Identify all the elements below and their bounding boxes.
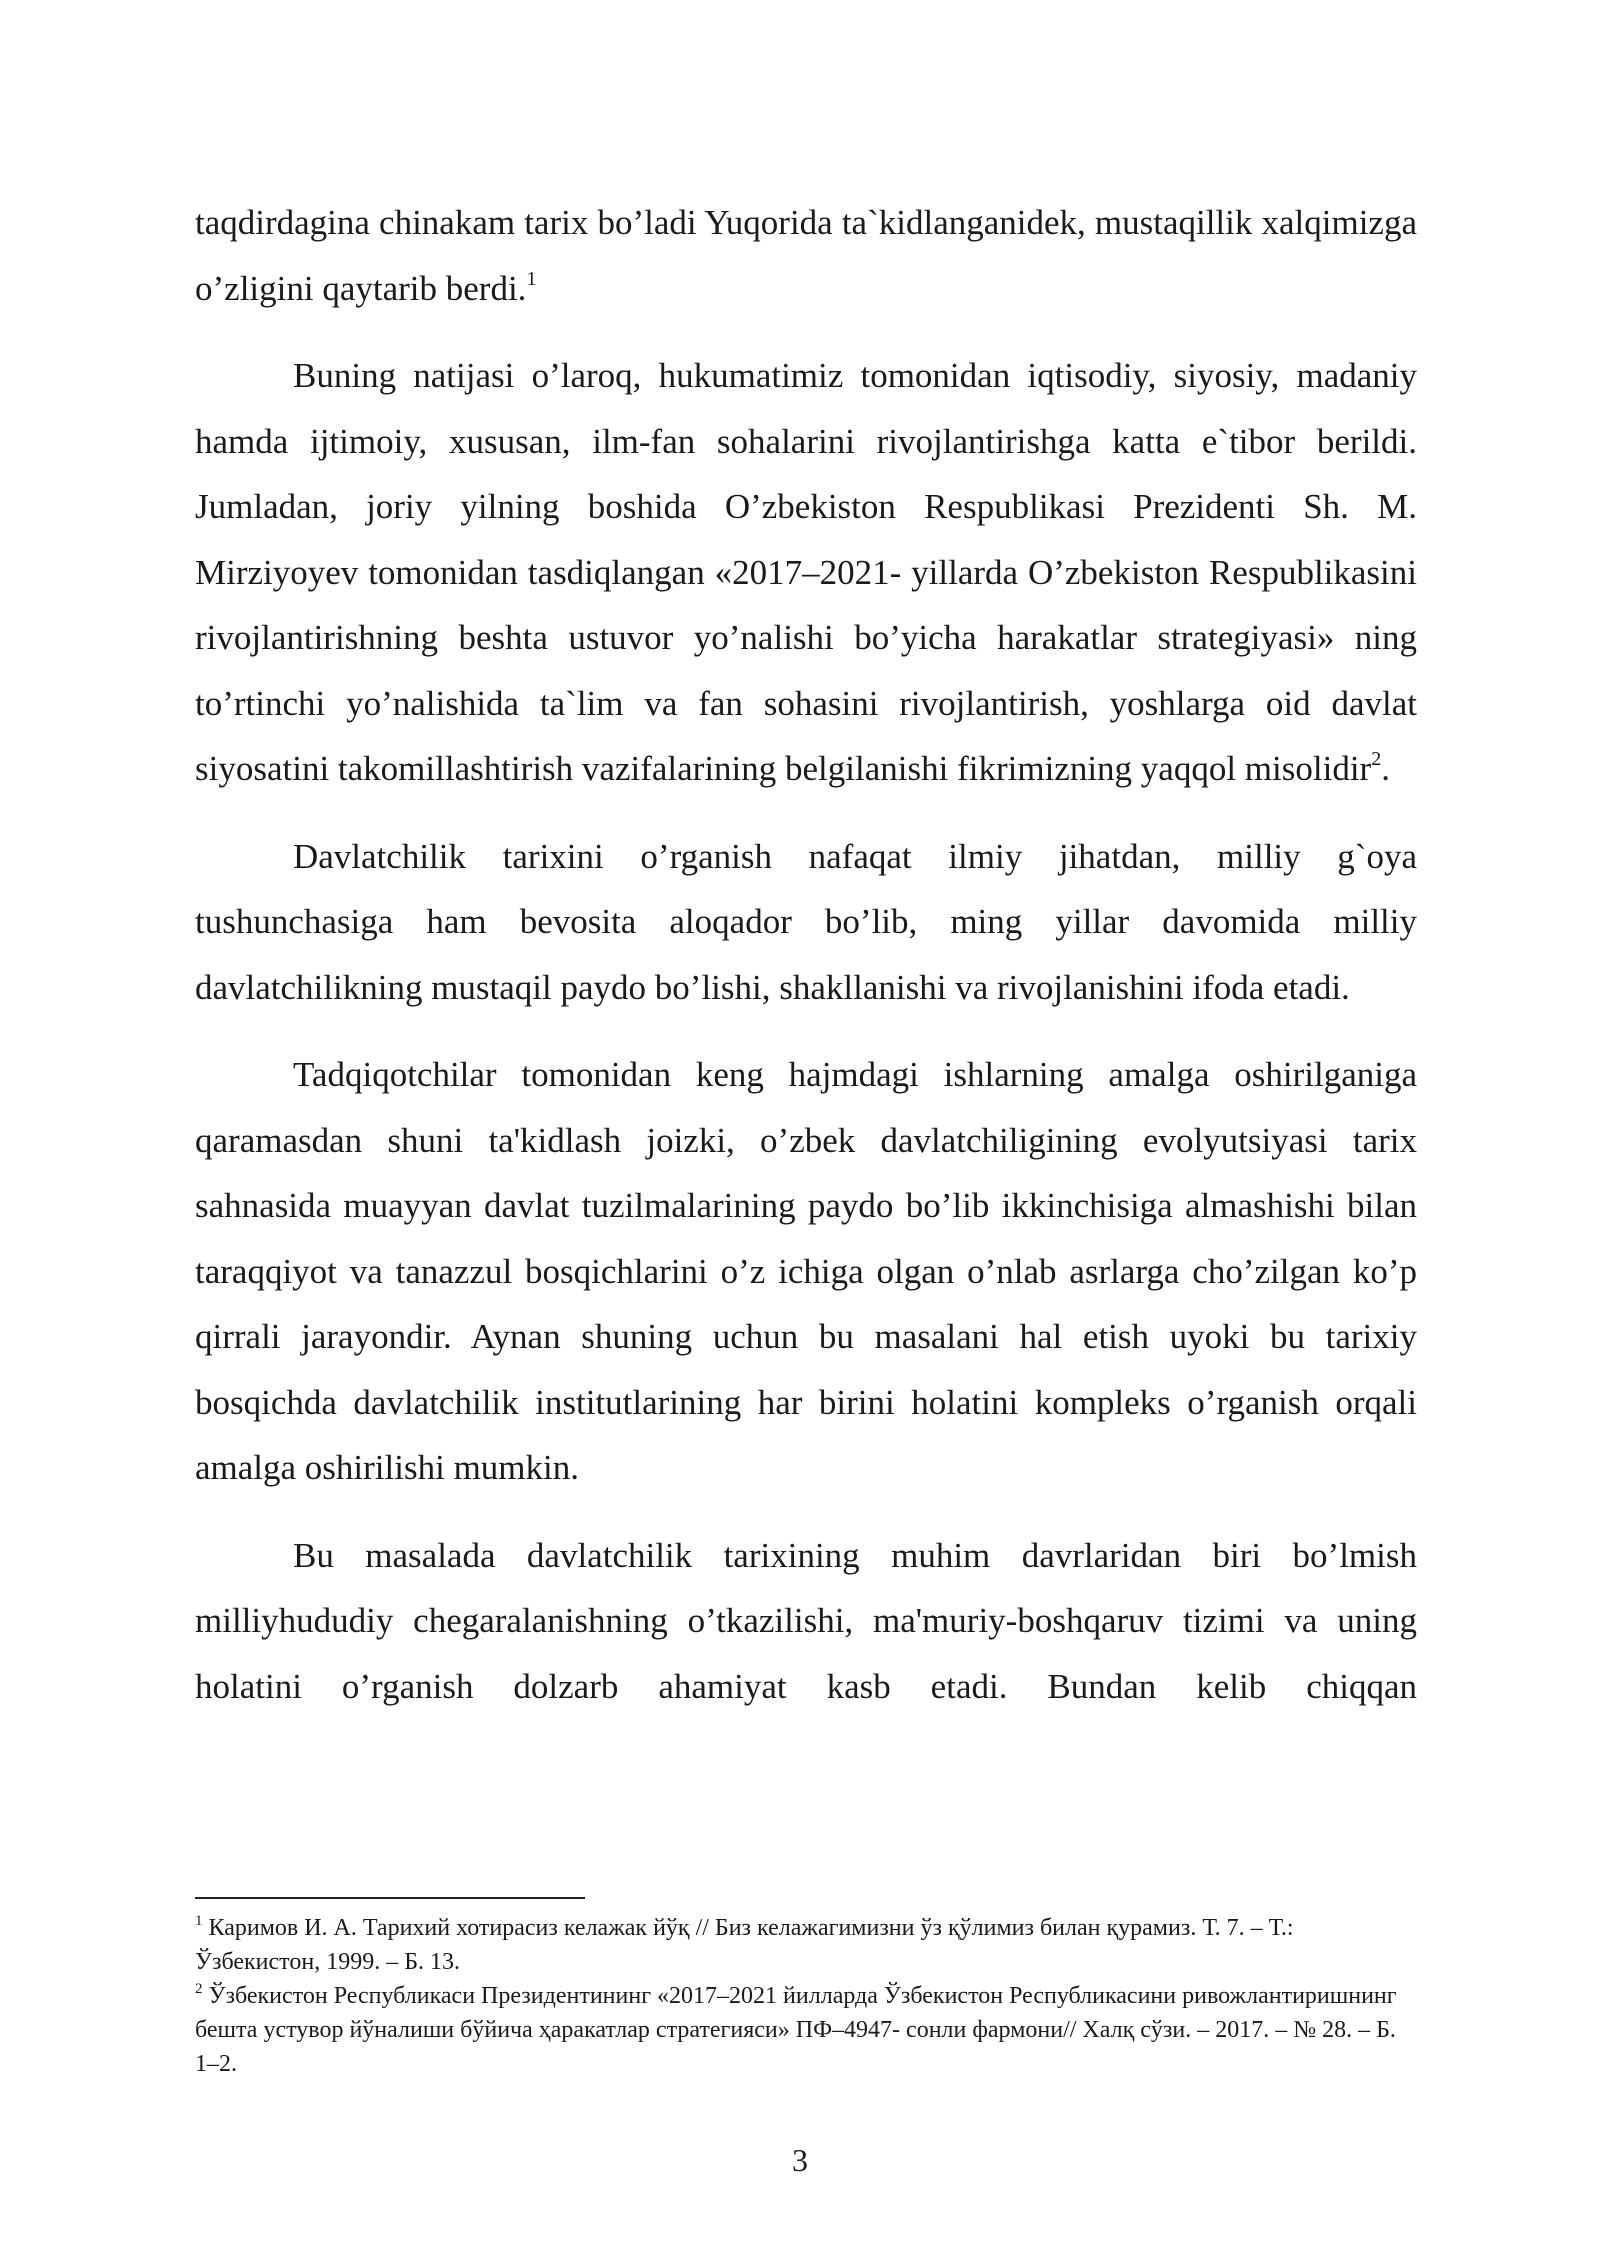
paragraph-statehood-history <box>195 824 1417 1021</box>
footnote-ref-1: 1 <box>526 267 537 290</box>
paragraph-strategy <box>195 343 1417 802</box>
footnote-number: 2 <box>195 1981 203 1997</box>
paragraph-researchers <box>195 1042 1417 1501</box>
paragraph-text: Buning natijasi o’laroq, hukumatimiz tomonidan iqtisodiy, siyosiy, madaniy hamda ijtimoiy, xususan, ilm-fan sohalarini rivojlantirishga katta e`tibor berildi. Jumladan, joriy yilning boshida O’zbekiston Respublikasi Prezidenti Sh. M. Mirziyoyev tomonidan tasdiqlangan «2017–2021- yillarda O’zbekiston Respublikasini rivojlantirishning beshta ustuvor yo’nalishi bo’yicha harakatlar strategiyasi» ning to’rtinchi yo’nalishida ta`lim va fan sohasini rivojlantirish, yoshlarga oid davlat siyosatini takomillashtirish vazifalarining belgilanishi fikrimizning yaqqol misolidir <box>195 356 1417 788</box>
paragraph-text: Bu masalada davlatchilik tarixining muhim davrlaridan biri bo’lmish milliyhududiy chegaralanishning o’tkazilishi, ma'muriy-boshqaruv tizimi va uning holatini o’rganish dolzarb ahamiyat kasb etadi. Bundan kelib chiqqan <box>195 1535 1417 1706</box>
footnote-text: Ўзбекистон Республикаси Президентининг «2017–2021 йилларда Ўзбекистон Республикасини ривожлантиришнинг бешта устувор йўналиши бўйича ҳаракатлар стратегияси» ПФ–4947- сонли фармони// Халқ сўзи. – 2017. – № 28. – Б. 1–2. <box>195 1983 1397 2077</box>
paragraph-tail: . <box>1381 749 1390 788</box>
paragraph-text: Tadqiqotchilar tomonidan keng hajmdagi ishlarning amalga oshirilganiga qaramasdan shuni ta'kidlash joizki, o’zbek davlatchiligining evolyutsiyasi tarix sahnasida muayyan davlat tuzilmalarining paydo bo’lib ikkinchisiga almashishi bilan taraqqiyot va tanazzul bosqichlarini o’z ichiga olgan o’nlab asrlarga cho’zilgan ko’p qirrali jarayondir. Aynan shuning uchun bu masalani hal etish uyoki bu tarixiy bosqichda davlatchilik institutlarining har birini holatini kompleks o’rganish orqali amalga oshirilishi mumkin. <box>195 1055 1417 1487</box>
footnote-separator <box>195 1897 585 1899</box>
footnote-ref-2: 2 <box>1371 748 1382 771</box>
footnote-number: 1 <box>195 1913 203 1929</box>
paragraph-text: taqdirdagina chinakam tarix bo’ladi Yuqorida ta`kidlanganidek, mustaqillik xalqimizga o’zligini qaytarib berdi. <box>195 203 1417 308</box>
footnote-text: Каримов И. А. Тарихий хотирасиз келажак йўқ // Биз келажагимизни ўз қўлимиз билан қурамиз. Т. 7. – Т.: Ўзбекистон, 1999. – Б. 13. <box>195 1915 1294 1975</box>
footnote-1 <box>195 1911 1417 1979</box>
paragraph-continuation <box>195 190 1417 321</box>
footnote-2 <box>195 1979 1417 2081</box>
footnotes <box>195 1911 1417 2081</box>
paragraph-text: Davlatchilik tarixini o’rganish nafaqat ilmiy jihatdan, milliy g`oya tushunchasiga ham bevosita aloqador bo’lib, ming yillar davomida milliy davlatchilikning mustaqil paydo bo’lishi, shakllanishi va rivojlanishini ifoda etadi. <box>195 836 1417 1007</box>
page-number: 3 <box>792 2142 808 2178</box>
body-text <box>195 190 1417 1741</box>
paragraph-delimitation <box>195 1523 1417 1720</box>
